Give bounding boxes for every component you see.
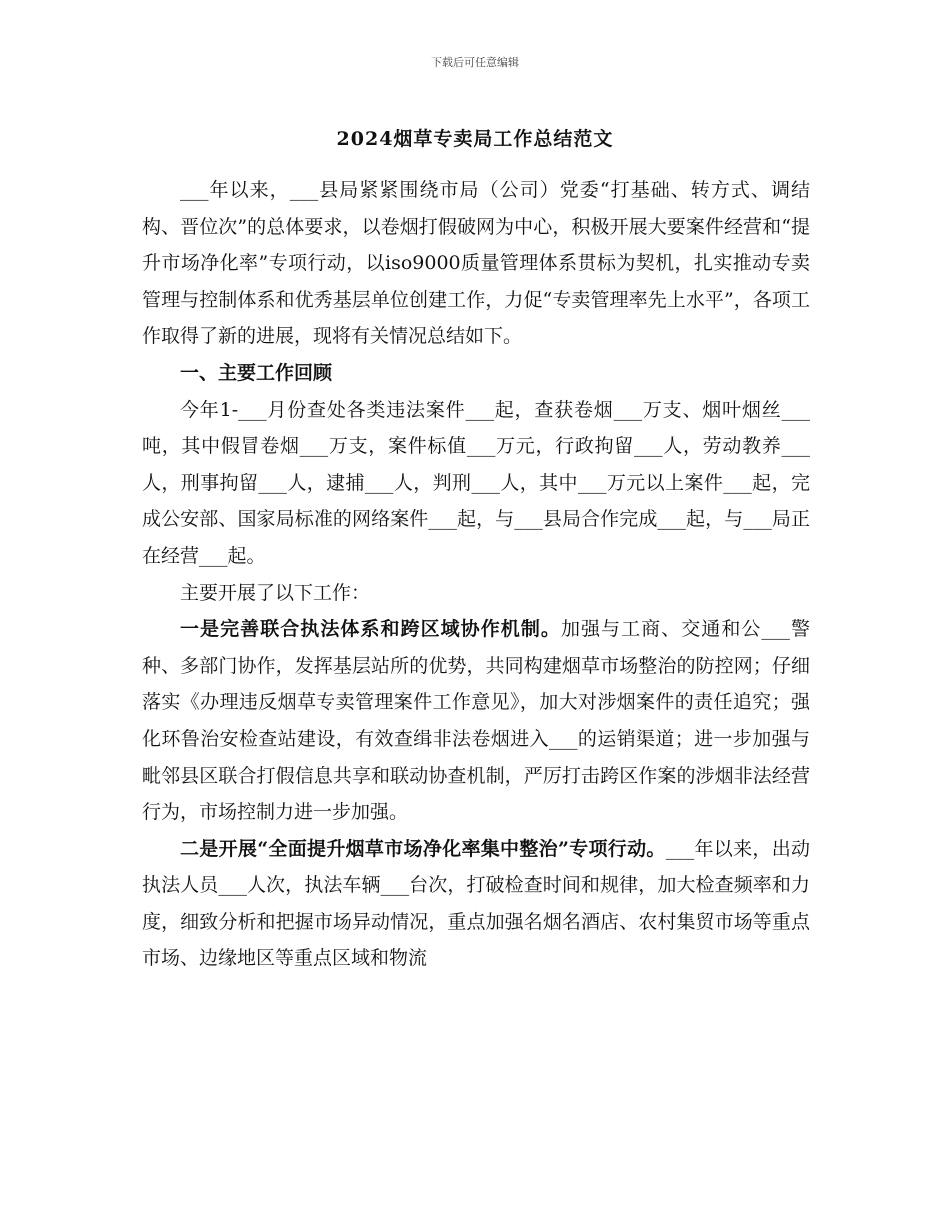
stats-paragraph: 今年1-___月份查处各类违法案件___起，查获卷烟___万支、烟叶烟丝___吨，其中假冒卷烟___万支，案件标值___万元，行政拘留___人，劳动教养___人，刑事拘留___人，逮捕___人，判刑___人，其中___万元以上案件___起，完成公安部、国家局标准的网络案件___起，与___县局合作完成___起，与___局正在经营___起。 — [142, 398, 810, 567]
intro-paragraph: ___年以来，___县局紧紧围绕市局（公司）党委“打基础、转方式、调结构、晋位次”的总体要求，以卷烟打假破网为中心，积极开展大要案件经营和“提升市场净化率”专项行动，以iso9000质量管理体系贯标为契机，扎实推动专卖管理与控制体系和优秀基层单位创建工作，力促“专卖管理率先上水平”，各项工作取得了新的进展，现将有关情况总结如下。 — [142, 179, 810, 348]
item1-body: 加强与工商、交通和公___警种、多部门协作，发挥基层站所的优势，共同构建烟草市场整治的防控网；仔细落实《办理违反烟草专卖管理案件工作意见》，加大对涉烟案件的责任追究；强化环鲁治安检查站建设，有效查缉非法卷烟进入___的运销渠道；进一步加强与毗邻县区联合打假信息共享和联动协查机制，严厉打击跨区作案的涉烟非法经营行为，市场控制力进一步加强。 — [142, 618, 810, 824]
main-work-paragraph: 主要开展了以下工作： — [180, 581, 371, 604]
section-heading: 一、主要工作回顾 — [180, 361, 333, 384]
document-title: 2024烟草专卖局工作总结范文 — [336, 128, 614, 150]
header-note: 下载后可任意编辑 — [431, 56, 519, 69]
item1-paragraph — [142, 611, 810, 831]
item1-lead: 一是完善联合执法体系和跨区域协作机制。 — [180, 618, 561, 641]
item2-body: ___年以来，出动执法人员___人次，执法车辆___台次，打破检查时间和规律，加大检查频率和力度，细致分析和把握市场异动情况，重点加强名烟名酒店、农村集贸市场等重点市场、边缘地区等重点区域和物流 — [142, 837, 810, 970]
item2-lead: 二是开展“全面提升烟草市场净化率集中整治”专项行动。 — [180, 837, 666, 860]
item2-paragraph — [142, 831, 810, 977]
document-body — [142, 172, 810, 977]
